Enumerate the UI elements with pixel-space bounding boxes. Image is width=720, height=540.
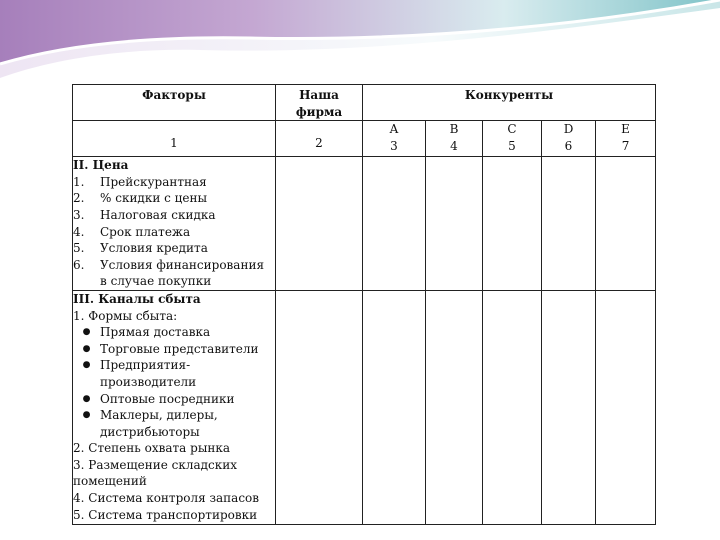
competitor-letter-d: D bbox=[563, 122, 574, 137]
empty-cell bbox=[596, 157, 656, 291]
empty-cell bbox=[276, 290, 363, 524]
bullet-icon: ● bbox=[82, 360, 91, 371]
list-item: помещений bbox=[73, 474, 147, 489]
list-item: 5. Система транспортировки bbox=[73, 507, 258, 522]
bullet-item: ● Предприятия- bbox=[73, 357, 275, 374]
list-item: 2. % скидки с цены bbox=[73, 191, 208, 206]
list-item: 4. Срок платежа bbox=[73, 224, 191, 239]
list-item: 3. Размещение складских bbox=[73, 457, 238, 472]
list-item: 6. Условия финансирования bbox=[73, 257, 265, 272]
list-item: 4. Система контроля запасов bbox=[73, 491, 260, 506]
bullet-item: ● Оптовые посредники bbox=[73, 391, 275, 408]
competitor-letter-a: A bbox=[389, 122, 399, 137]
list-item: 3. Налоговая скидка bbox=[73, 207, 216, 222]
col-number-3: 3 bbox=[390, 138, 398, 153]
decorative-banner bbox=[0, 0, 720, 80]
competitor-letter-e: E bbox=[621, 122, 630, 137]
empty-cell bbox=[596, 290, 656, 524]
bullet-icon: ● bbox=[82, 327, 91, 338]
bullet-item: ● Маклеры, дилеры, bbox=[73, 407, 275, 424]
bullet-continuation: дистрибьюторы bbox=[100, 424, 200, 439]
bullet-continuation: производители bbox=[100, 374, 197, 389]
empty-cell bbox=[483, 157, 542, 291]
col-number-2: 2 bbox=[276, 121, 363, 157]
price-section bbox=[73, 157, 276, 291]
col-number-1: 1 bbox=[73, 121, 276, 157]
forms-label: 1. Формы сбыта: bbox=[73, 308, 178, 323]
empty-cell bbox=[363, 157, 426, 291]
empty-cell bbox=[542, 157, 596, 291]
bullet-icon: ● bbox=[82, 410, 91, 421]
empty-cell bbox=[363, 290, 426, 524]
bullet-item: ● Торговые представители bbox=[73, 341, 275, 358]
competitor-letter-c: C bbox=[507, 122, 517, 137]
header-our-firm: Наша фирма bbox=[276, 85, 363, 121]
comparison-table bbox=[72, 84, 656, 525]
competitor-e-header bbox=[596, 121, 656, 157]
competitor-a-header bbox=[363, 121, 426, 157]
bullet-icon: ● bbox=[82, 343, 91, 354]
empty-cell bbox=[426, 290, 483, 524]
competitor-b-header bbox=[426, 121, 483, 157]
empty-cell bbox=[542, 290, 596, 524]
sales-section bbox=[73, 290, 276, 524]
header-factors: Факторы bbox=[73, 85, 276, 121]
bullet-icon: ● bbox=[82, 393, 91, 404]
list-item: 2. Степень охвата рынка bbox=[73, 441, 231, 456]
sales-section-title: III. Каналы сбыта bbox=[73, 291, 201, 306]
bullet-item: ● Прямая доставка bbox=[73, 324, 275, 341]
list-item: 5. Условия кредита bbox=[73, 241, 208, 256]
col-number-7: 7 bbox=[621, 138, 630, 153]
competitor-d-header bbox=[542, 121, 596, 157]
col-number-4: 4 bbox=[450, 138, 458, 153]
empty-cell bbox=[483, 290, 542, 524]
empty-cell bbox=[426, 157, 483, 291]
header-competitors: Конкуренты bbox=[363, 85, 656, 121]
empty-cell bbox=[276, 157, 363, 291]
list-item-continuation: в случае покупки bbox=[100, 274, 212, 289]
price-section-title: II. Цена bbox=[73, 158, 129, 173]
competitor-letter-b: B bbox=[449, 122, 459, 137]
col-number-5: 5 bbox=[508, 138, 516, 153]
col-number-6: 6 bbox=[564, 138, 573, 153]
competitor-c-header bbox=[483, 121, 542, 157]
list-item: 1. Прейскурантная bbox=[73, 174, 207, 189]
